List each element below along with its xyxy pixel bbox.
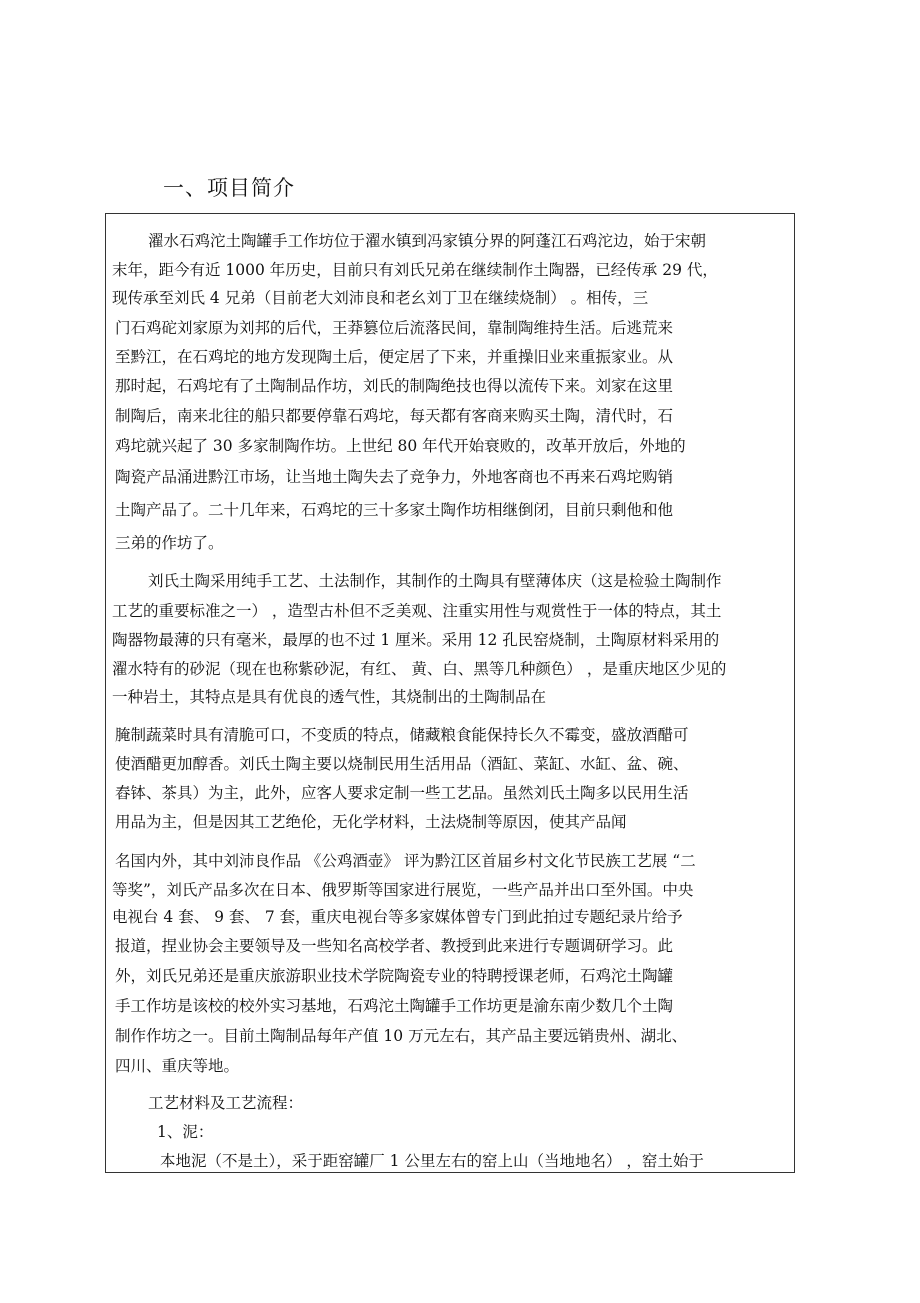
section-heading: 一、项目简介	[163, 176, 295, 200]
text-line: 末年，距今有近 1000 年历史，目前只有刘氏兄弟在继续制作土陶器，已经传承 29 代，	[112, 261, 718, 279]
text-line: 刘氏土陶采用纯手工艺、土法制作，其制作的土陶具有壁薄体庆（这是检验土陶制作	[148, 572, 722, 590]
text-line: 用品为主，但是因其工艺绝伦，无化学材料，土法烧制等原因，使其产品闻	[115, 813, 627, 831]
text-line: 本地泥（不是土），采于距窑罐厂 1 公里左右的窑上山（当地地名） ，窑土始于	[160, 1152, 704, 1170]
text-line: 名国内外，其中刘沛良作品 《公鸡酒壶》 评为黔江区首届乡村文化节民族工艺展 “二	[115, 852, 696, 870]
text-line: 土陶产品了。二十几年来，石鸡坨的三十多家土陶作坊相继倒闭，目前只剩他和他	[115, 501, 674, 519]
text-line: 1、泥：	[157, 1123, 214, 1141]
text-line: 那时起，石鸡坨有了土陶制品作坊，刘氏的制陶绝技也得以流传下来。刘家在这里	[115, 377, 674, 395]
text-line: 鸡坨就兴起了 30 多家制陶作坊。上世纪 80 年代开始衰败的，改革开放后，外地的	[115, 437, 686, 455]
text-line: 等奖”，刘氏产品多次在日本、俄罗斯等国家进行展览，一些产品并出口至外国。中央	[112, 881, 694, 899]
text-line: 濯水石鸡沱土陶罐手工作坊位于濯水镇到冯家镇分界的阿蓬江石鸡沱边，始于宋朝	[148, 232, 707, 250]
text-line: 四川、重庆等地。	[115, 1057, 240, 1075]
text-line: 电视台 4 套、 9 套、 7 套，重庆电视台等多家媒体曾专门到此拍过专题纪录片给予	[112, 908, 683, 926]
text-line: 手工作坊是该校的校外实习基地，石鸡沱土陶罐手工作坊更是渝东南少数几个土陶	[115, 997, 674, 1015]
text-line: 三弟的作坊了。	[115, 534, 224, 552]
text-line: 一种岩土，其特点是具有优良的透气性，其烧制出的土陶制品在	[112, 688, 547, 706]
text-line: 工艺的重要标准之一） ，造型古朴但不乏美观、注重实用性与观赏性于一体的特点，其土	[112, 602, 722, 620]
text-line: 报道，捏业协会主要领导及一些知名高校学者、教授到此来进行专题调研学习。此	[115, 937, 674, 955]
text-line: 现传承至刘氏 4 兄弟（目前老大刘沛良和老幺刘丁卫在继续烧制） 。相传，三	[112, 289, 649, 307]
text-line: 工艺材料及工艺流程：	[148, 1094, 304, 1112]
text-line: 陶瓷产品涌进黔江市场，让当地土陶失去了竞争力，外地客商也不再来石鸡坨购销	[115, 468, 674, 486]
text-line: 舂钵、茶具）为主，此外，应客人要求定制一些工艺品。虽然刘氏土陶多以民用生活	[115, 784, 689, 802]
text-line: 制陶后，南来北往的船只都要停靠石鸡坨，每天都有客商来购买土陶，清代时，石	[115, 407, 674, 425]
text-line: 外，刘氏兄弟还是重庆旅游职业技术学院陶瓷专业的特聘授课老师，石鸡沱土陶罐	[115, 967, 674, 985]
text-line: 腌制蔬菜时具有清脆可口，不变质的特点，储藏粮食能保持长久不霉变，盛放酒醋可	[115, 726, 689, 744]
text-line: 至黔江，在石鸡坨的地方发现陶土后，便定居了下来，并重操旧业来重振家业。从	[115, 348, 674, 366]
text-line: 陶器物最薄的只有毫米，最厚的也不过 1 厘米。采用 12 孔民窑烧制，土陶原材料采用的	[112, 631, 720, 649]
text-line: 濯水特有的砂泥（现在也称紫砂泥，有红、 黄、白、黑等几种颜色） ，是重庆地区少见的	[112, 660, 727, 678]
text-line: 制作作坊之一。目前土陶制品每年产值 10 万元左右，其产品主要远销贵州、湖北、	[115, 1027, 688, 1045]
text-line: 门石鸡砣刘家原为刘邦的后代，王莽篡位后流落民间，靠制陶维持生活。后逃荒来	[115, 319, 674, 337]
text-line: 使酒醋更加醇香。刘氏土陶主要以烧制民用生活用品（酒缸、菜缸、水缸、盆、碗、	[115, 755, 689, 773]
